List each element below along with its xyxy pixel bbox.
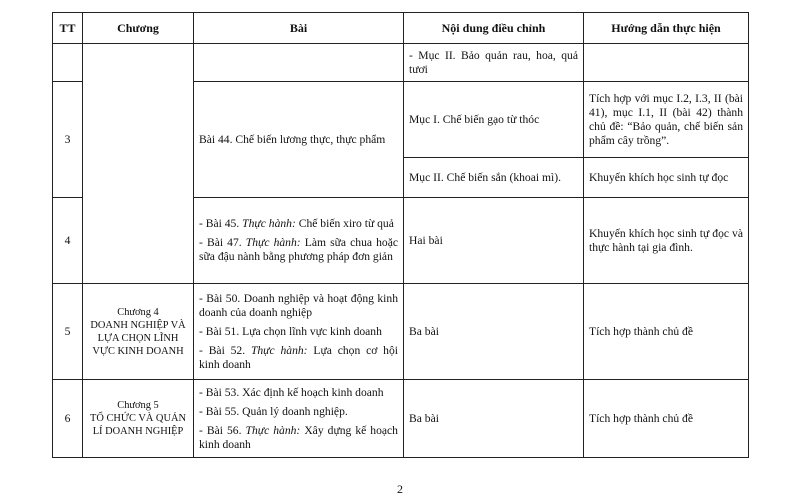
huong-dan-cell: Khuyến khích học sinh tự đọc (584, 158, 749, 198)
chapter-title: Chương 5 (117, 400, 159, 411)
lesson-line: - Bài 47. Thực hành: Làm sữa chua hoặc sữa đậu nành bằng phương pháp đơn giản (199, 236, 398, 263)
lesson-line: - Bài 55. Quản lý doanh nghiệp. (199, 404, 348, 418)
tt-cell: 4 (53, 198, 83, 284)
noi-dung-cell: Hai bài (404, 198, 584, 284)
noi-dung-cell: Mục I. Chế biến gạo từ thóc (404, 82, 584, 158)
noi-dung-cell: - Mục II. Bảo quản rau, hoa, quả tươi (404, 44, 584, 82)
huong-dan-cell: Tích hợp thành chủ đề (584, 380, 749, 458)
table-row (53, 380, 749, 458)
header-row (53, 13, 749, 44)
header-noi-dung: Nội dung điều chỉnh (404, 13, 584, 44)
bai-cell (194, 198, 404, 284)
chuong-cell (83, 284, 194, 380)
tt-cell (53, 44, 83, 82)
chapter-name: TỔ CHỨC VÀ QUẢN LÍ DOANH NGHIỆP (90, 413, 186, 437)
tt-cell: 5 (53, 284, 83, 380)
tt-cell: 3 (53, 82, 83, 198)
lesson-line: - Bài 51. Lựa chọn lĩnh vực kinh doanh (199, 324, 382, 338)
noi-dung-cell: Ba bài (404, 380, 584, 458)
header-chuong: Chương (83, 13, 194, 44)
lesson-line: - Bài 53. Xác định kế hoạch kinh doanh (199, 385, 384, 399)
chapter-name: DOANH NGHIỆP VÀ LỰA CHỌN LĨNH VỰC KINH DOANH (90, 319, 186, 357)
bai-cell (194, 284, 404, 380)
chuong-cell (83, 380, 194, 458)
huong-dan-cell: Tích hợp thành chủ đề (584, 284, 749, 380)
tt-cell: 6 (53, 380, 83, 458)
bai-cell (194, 380, 404, 458)
chapter-title: Chương 4 (117, 306, 159, 318)
adjustment-table (52, 12, 749, 458)
lesson-line: - Bài 45. Thực hành: Chế biến xiro từ quả (199, 217, 394, 230)
huong-dan-cell: Khuyến khích học sinh tự đọc và thực hành tại gia đình. (584, 198, 749, 284)
page-number: 2 (397, 482, 403, 496)
table-row (53, 284, 749, 380)
lesson-line: - Bài 56. Thực hành: Xây dựng kế hoạch kinh doanh (199, 423, 398, 451)
lesson-line: - Bài 52. Thực hành: Lựa chọn cơ hội kinh doanh (199, 343, 398, 371)
header-tt: TT (53, 13, 83, 44)
noi-dung-cell: Ba bài (404, 284, 584, 380)
noi-dung-cell: Mục II. Chế biến sắn (khoai mì). (404, 158, 584, 198)
header-bai: Bài (194, 13, 404, 44)
huong-dan-cell: Tích hợp với mục I.2, I.3, II (bài 41), mục I.1, II (bài 42) thành chủ đề: “Bảo quản, chế biến sản phẩm cây trồng”. (584, 82, 749, 158)
header-huong-dan: Hướng dẫn thực hiện (584, 13, 749, 44)
lesson-line: - Bài 50. Doanh nghiệp và hoạt động kinh doanh của doanh nghiệp (199, 291, 398, 319)
bai-cell: Bài 44. Chế biến lương thực, thực phẩm (194, 82, 404, 198)
chuong-cell-merged (83, 44, 194, 284)
huong-dan-cell (584, 44, 749, 82)
table-row (53, 44, 749, 82)
bai-cell (194, 44, 404, 82)
